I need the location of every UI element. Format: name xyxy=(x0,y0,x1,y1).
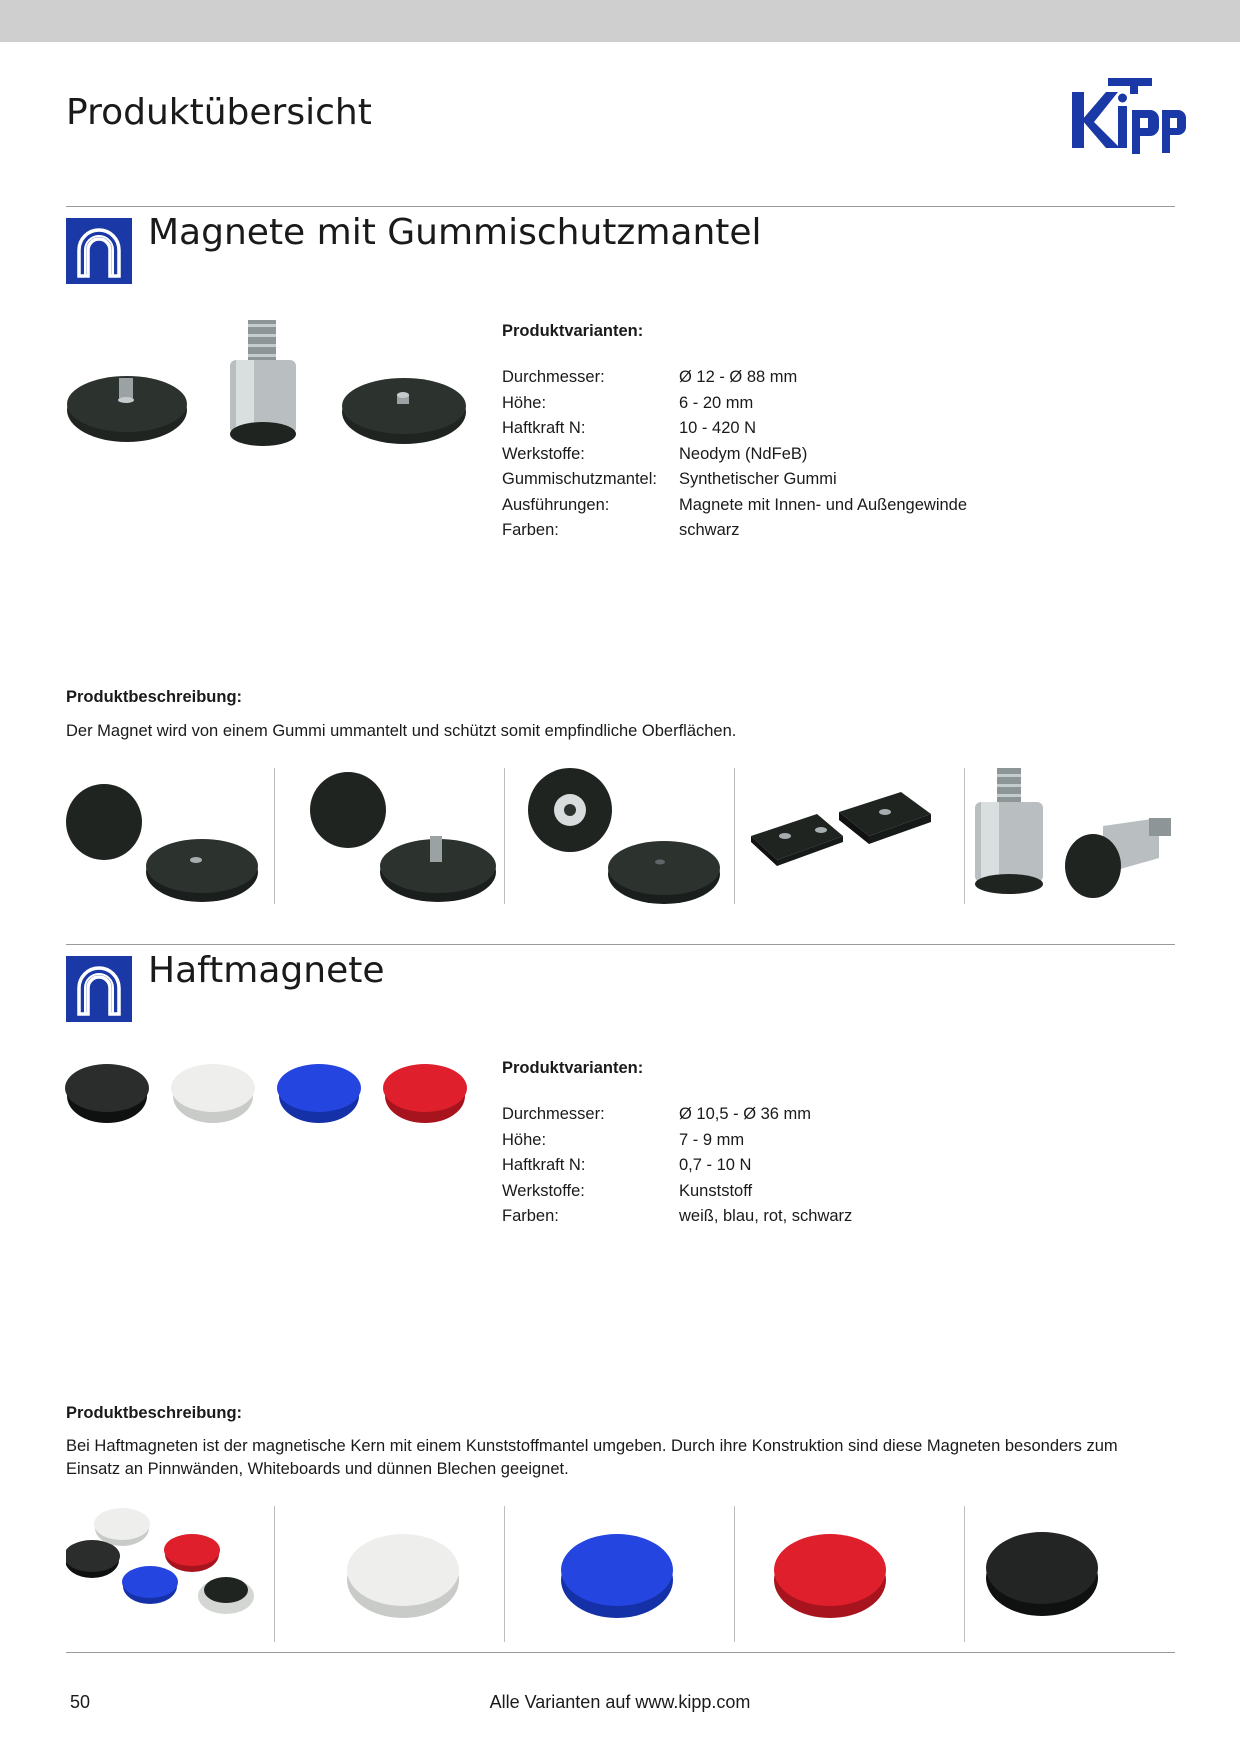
spec-key: Farben: xyxy=(502,1207,559,1225)
spec-key: Haftkraft N: xyxy=(502,419,586,437)
page-title: Produktübersicht xyxy=(66,92,372,133)
spec-key: Durchmesser: xyxy=(502,368,605,386)
spec-value: 6 - 20 mm xyxy=(679,393,754,412)
spec-key: Werkstoffe: xyxy=(502,444,585,463)
gallery-item xyxy=(953,766,1175,906)
gallery-item xyxy=(953,1504,1175,1644)
spec-value: Kunststoff xyxy=(679,1181,753,1200)
gallery-separator xyxy=(274,1506,275,1642)
spec-row xyxy=(502,442,1062,468)
spec-key: Farben: xyxy=(502,521,559,539)
spec-list-section2 xyxy=(502,1059,1062,1230)
kipp-logo xyxy=(1068,72,1188,168)
gallery-separator xyxy=(964,1506,965,1642)
gallery-item xyxy=(288,766,510,906)
gallery-separator xyxy=(504,768,505,904)
description-text: Bei Haftmagneten ist der magnetische Kern mit einem Kunststoffmantel umgeben. Durch ihre Konstruktion sind diese Magneten besonders zum Einsatz an Pinnwänden, Whiteboards und dünnen Blechen geeignet. xyxy=(66,1437,1118,1478)
spec-row xyxy=(502,416,1062,442)
spec-value: Ø 10,5 - Ø 36 mm xyxy=(679,1105,812,1123)
spec-row xyxy=(502,467,1062,493)
spec-value: 7 - 9 mm xyxy=(679,1130,745,1149)
variants-heading: Produktvarianten: xyxy=(502,322,644,340)
spec-key: Haftkraft N: xyxy=(502,1156,586,1174)
spec-key: Höhe: xyxy=(502,393,547,412)
description-heading: Produktbeschreibung: xyxy=(66,1404,243,1422)
gallery-item xyxy=(510,1504,732,1644)
gallery-separator xyxy=(504,1506,505,1642)
product-gallery-section1 xyxy=(66,766,1175,906)
spec-row xyxy=(502,493,1062,519)
spec-value: Magnete mit Innen- und Außengewinde xyxy=(679,495,968,514)
product-image-rubber-magnet-external-thread xyxy=(64,370,190,446)
spec-key: Ausführungen: xyxy=(502,495,610,514)
section-divider xyxy=(66,206,1175,207)
gallery-separator xyxy=(734,1506,735,1642)
section-title: Haftmagnete xyxy=(148,950,385,991)
product-image-haftmagnet-blue xyxy=(276,1060,362,1126)
gallery-item xyxy=(731,766,953,906)
spec-key: Werkstoffe: xyxy=(502,1181,585,1200)
product-image-haftmagnet-white xyxy=(170,1060,256,1126)
spec-row xyxy=(502,518,1062,544)
spec-key: Durchmesser: xyxy=(502,1105,605,1123)
spec-value: 0,7 - 10 N xyxy=(679,1156,752,1174)
gallery-item xyxy=(66,766,288,906)
spec-value: Ø 12 - Ø 88 mm xyxy=(679,368,798,386)
spec-row xyxy=(502,1153,1062,1179)
gallery-item xyxy=(731,1504,953,1644)
spec-row xyxy=(502,1179,1062,1205)
section-divider xyxy=(66,944,1175,945)
product-image-rubber-magnet-internal-thread xyxy=(340,372,468,448)
spec-row xyxy=(502,1128,1062,1154)
product-image-haftmagnet-red xyxy=(382,1060,468,1126)
page-number: 50 xyxy=(70,1692,91,1712)
footer-divider xyxy=(66,1652,1175,1653)
section-title: Magnete mit Gummischutzmantel xyxy=(148,212,762,253)
product-gallery-section2 xyxy=(66,1504,1175,1644)
spec-list-section1 xyxy=(502,322,1062,544)
spec-row xyxy=(502,391,1062,417)
spec-value: Synthetischer Gummi xyxy=(679,470,837,488)
gallery-separator xyxy=(734,768,735,904)
spec-value: weiß, blau, rot, schwarz xyxy=(679,1207,853,1225)
spec-value: 10 - 420 N xyxy=(679,419,757,437)
magnet-horseshoe-icon xyxy=(66,956,132,1022)
spec-row xyxy=(502,1102,1062,1128)
product-image-cylinder-magnet-thread xyxy=(226,320,306,450)
gallery-item xyxy=(66,1504,288,1644)
gallery-separator xyxy=(964,768,965,904)
gallery-item xyxy=(288,1504,510,1644)
spec-value: Neodym (NdFeB) xyxy=(679,444,808,463)
gallery-item xyxy=(510,766,732,906)
spec-row xyxy=(502,365,1062,391)
magnet-horseshoe-icon xyxy=(66,218,132,284)
footer-link-text[interactable]: Alle Varianten auf www.kipp.com xyxy=(489,1692,751,1712)
spec-key: Höhe: xyxy=(502,1130,547,1149)
product-image-haftmagnet-black xyxy=(64,1060,150,1126)
spec-value: schwarz xyxy=(679,521,740,539)
description-text: Der Magnet wird von einem Gummi ummantelt und schützt somit empfindliche Oberflächen. xyxy=(66,722,737,740)
spec-row xyxy=(502,1204,1062,1230)
top-bar xyxy=(0,0,1240,42)
gallery-separator xyxy=(274,768,275,904)
spec-key: Gummischutzmantel: xyxy=(502,470,657,488)
variants-heading: Produktvarianten: xyxy=(502,1059,644,1077)
description-heading: Produktbeschreibung: xyxy=(66,688,243,706)
